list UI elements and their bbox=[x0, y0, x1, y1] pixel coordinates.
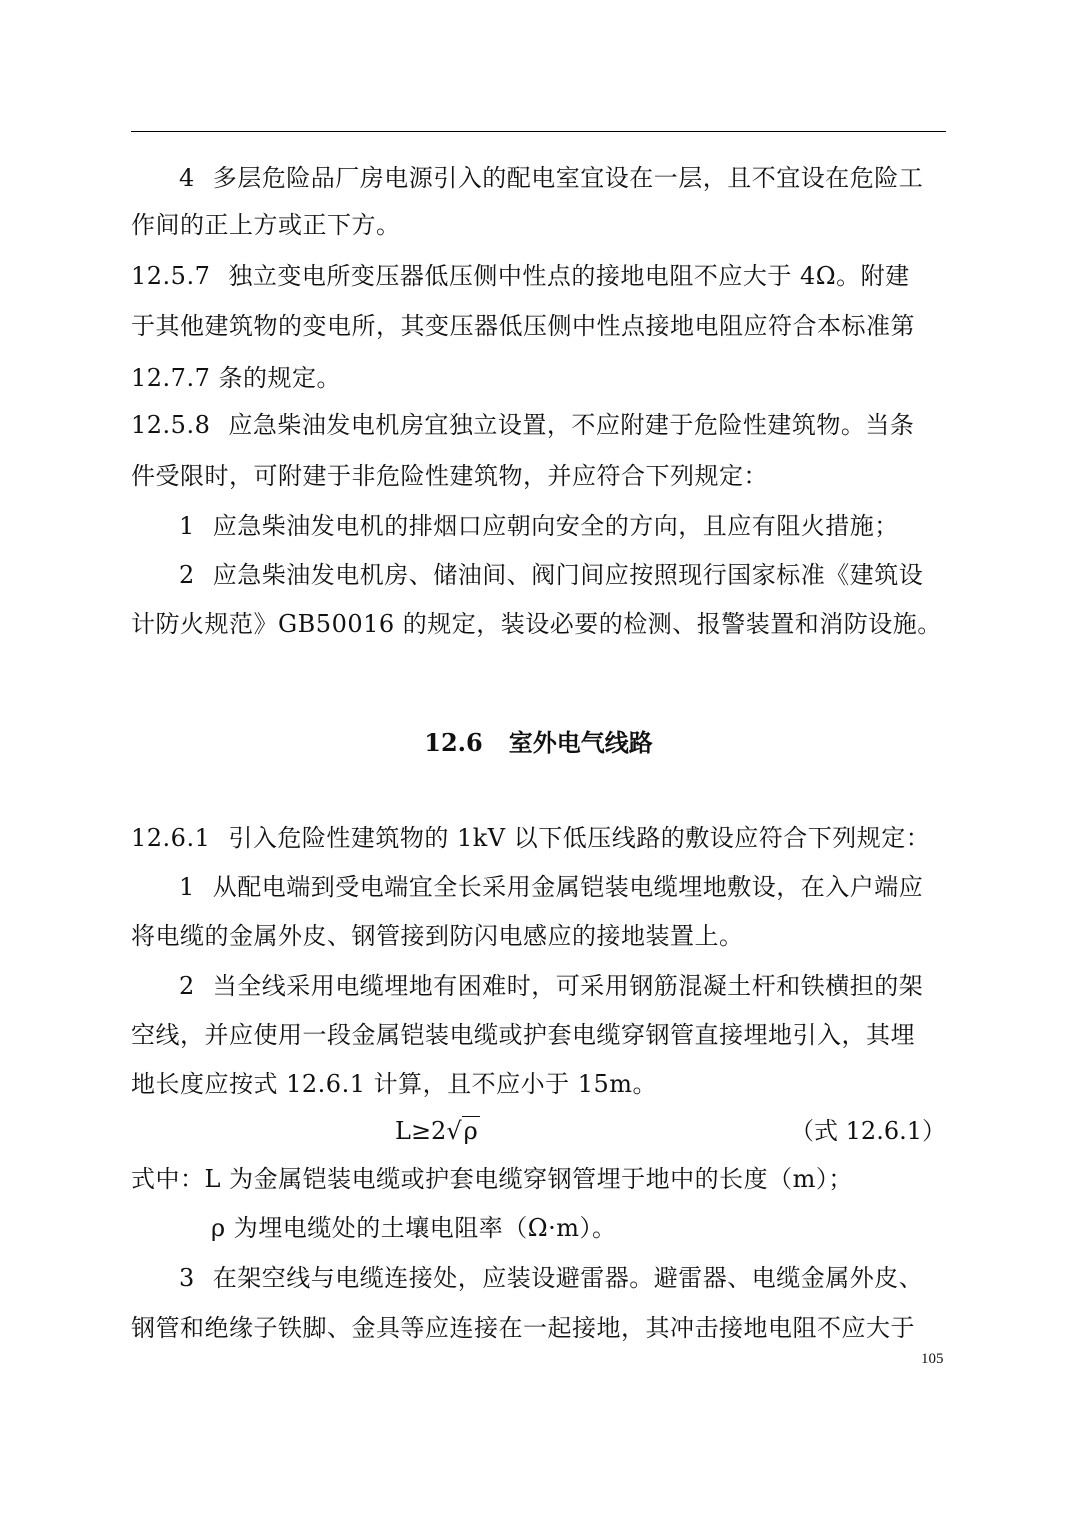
item-number: 1 bbox=[179, 512, 195, 540]
text-line: 钢管和绝缘子铁脚、金具等应连接在一起接地，其冲击接地电阻不应大于 bbox=[131, 1314, 915, 1342]
header-rule bbox=[131, 131, 946, 132]
section-title: 室外电气线路 bbox=[508, 728, 653, 757]
list-item-1 bbox=[179, 508, 946, 544]
clause-12-5-8 bbox=[131, 407, 946, 443]
list-item-4 bbox=[179, 160, 946, 196]
item-number: 2 bbox=[179, 561, 195, 589]
item-number: 3 bbox=[179, 1264, 195, 1292]
formula-radicand: ρ bbox=[463, 1117, 478, 1145]
page-number: 105 bbox=[921, 1351, 944, 1367]
item-text: 多层危险品厂房电源引入的配电室宜设在一层，且不宜设在危险工 bbox=[212, 164, 924, 192]
item-text: 应急柴油发电机的排烟口应朝向安全的方向，且应有阻火措施； bbox=[212, 512, 899, 540]
item-text: 从配电端到受电端宜全长采用金属铠装电缆埋地敷设，在入户端应 bbox=[212, 873, 924, 901]
list-item-3 bbox=[179, 1260, 946, 1296]
clause-12-6-1 bbox=[131, 820, 946, 856]
section-heading bbox=[131, 725, 946, 761]
item-number: 1 bbox=[179, 873, 195, 901]
section-number: 12.6 bbox=[424, 728, 483, 757]
formula-label: （式 12.6.1） bbox=[790, 1117, 946, 1145]
radical-sign: √ bbox=[446, 1117, 462, 1145]
clause-number: 12.5.7 bbox=[131, 262, 211, 290]
text-line: 于其他建筑物的变电所，其变压器低压侧中性点接地电阻应符合本标准第 bbox=[131, 312, 915, 340]
text-line: 地长度应按式 12.6.1 计算，且不应小于 15m。 bbox=[131, 1070, 658, 1098]
item-number: 2 bbox=[179, 972, 195, 1000]
item-text: 当全线采用电缆埋地有困难时，可采用钢筋混凝土杆和铁横担的架 bbox=[212, 972, 924, 1000]
clause-12-5-7 bbox=[131, 258, 946, 294]
text-line: 件受限时，可附建于非危险性建筑物，并应符合下列规定： bbox=[131, 462, 768, 490]
text-line: 空线，并应使用一段金属铠装电缆或护套电缆穿钢管直接埋地引入，其埋 bbox=[131, 1021, 915, 1049]
list-item-2 bbox=[179, 968, 946, 1004]
formula-expression bbox=[395, 1113, 480, 1149]
item-text: 应急柴油发电机房、储油间、阀门间应按照现行国家标准《建筑设 bbox=[212, 561, 924, 589]
text-line: 作间的正上方或正下方。 bbox=[131, 211, 401, 239]
formula-lhs: L≥2 bbox=[395, 1117, 447, 1145]
list-item-2 bbox=[179, 557, 946, 593]
clause-number: 12.5.8 bbox=[131, 411, 211, 439]
formula-explanation: ρ 为埋电缆处的土壤电阻率（Ω·m）。 bbox=[211, 1214, 617, 1242]
text-line: 计防火规范》GB50016 的规定，装设必要的检测、报警装置和消防设施。 bbox=[131, 610, 942, 638]
text-line: 将电缆的金属外皮、钢管接到防闪电感应的接地装置上。 bbox=[131, 922, 744, 950]
clause-text: 引入危险性建筑物的 1kV 以下低压线路的敷设应符合下列规定： bbox=[228, 824, 931, 852]
clause-text: 独立变电所变压器低压侧中性点的接地电阻不应大于 4Ω。附建 bbox=[228, 262, 910, 290]
item-number: 4 bbox=[179, 164, 195, 192]
list-item-1 bbox=[179, 869, 946, 905]
formula-explanation: 式中：L 为金属铠装电缆或护套电缆穿钢管埋于地中的长度（m）； bbox=[131, 1165, 853, 1193]
text-line: 12.7.7 条的规定。 bbox=[131, 364, 341, 392]
clause-number: 12.6.1 bbox=[131, 824, 211, 852]
clause-text: 应急柴油发电机房宜独立设置，不应附建于危险性建筑物。当条 bbox=[228, 411, 915, 439]
item-text: 在架空线与电缆连接处，应装设避雷器。避雷器、电缆金属外皮、 bbox=[212, 1264, 924, 1292]
